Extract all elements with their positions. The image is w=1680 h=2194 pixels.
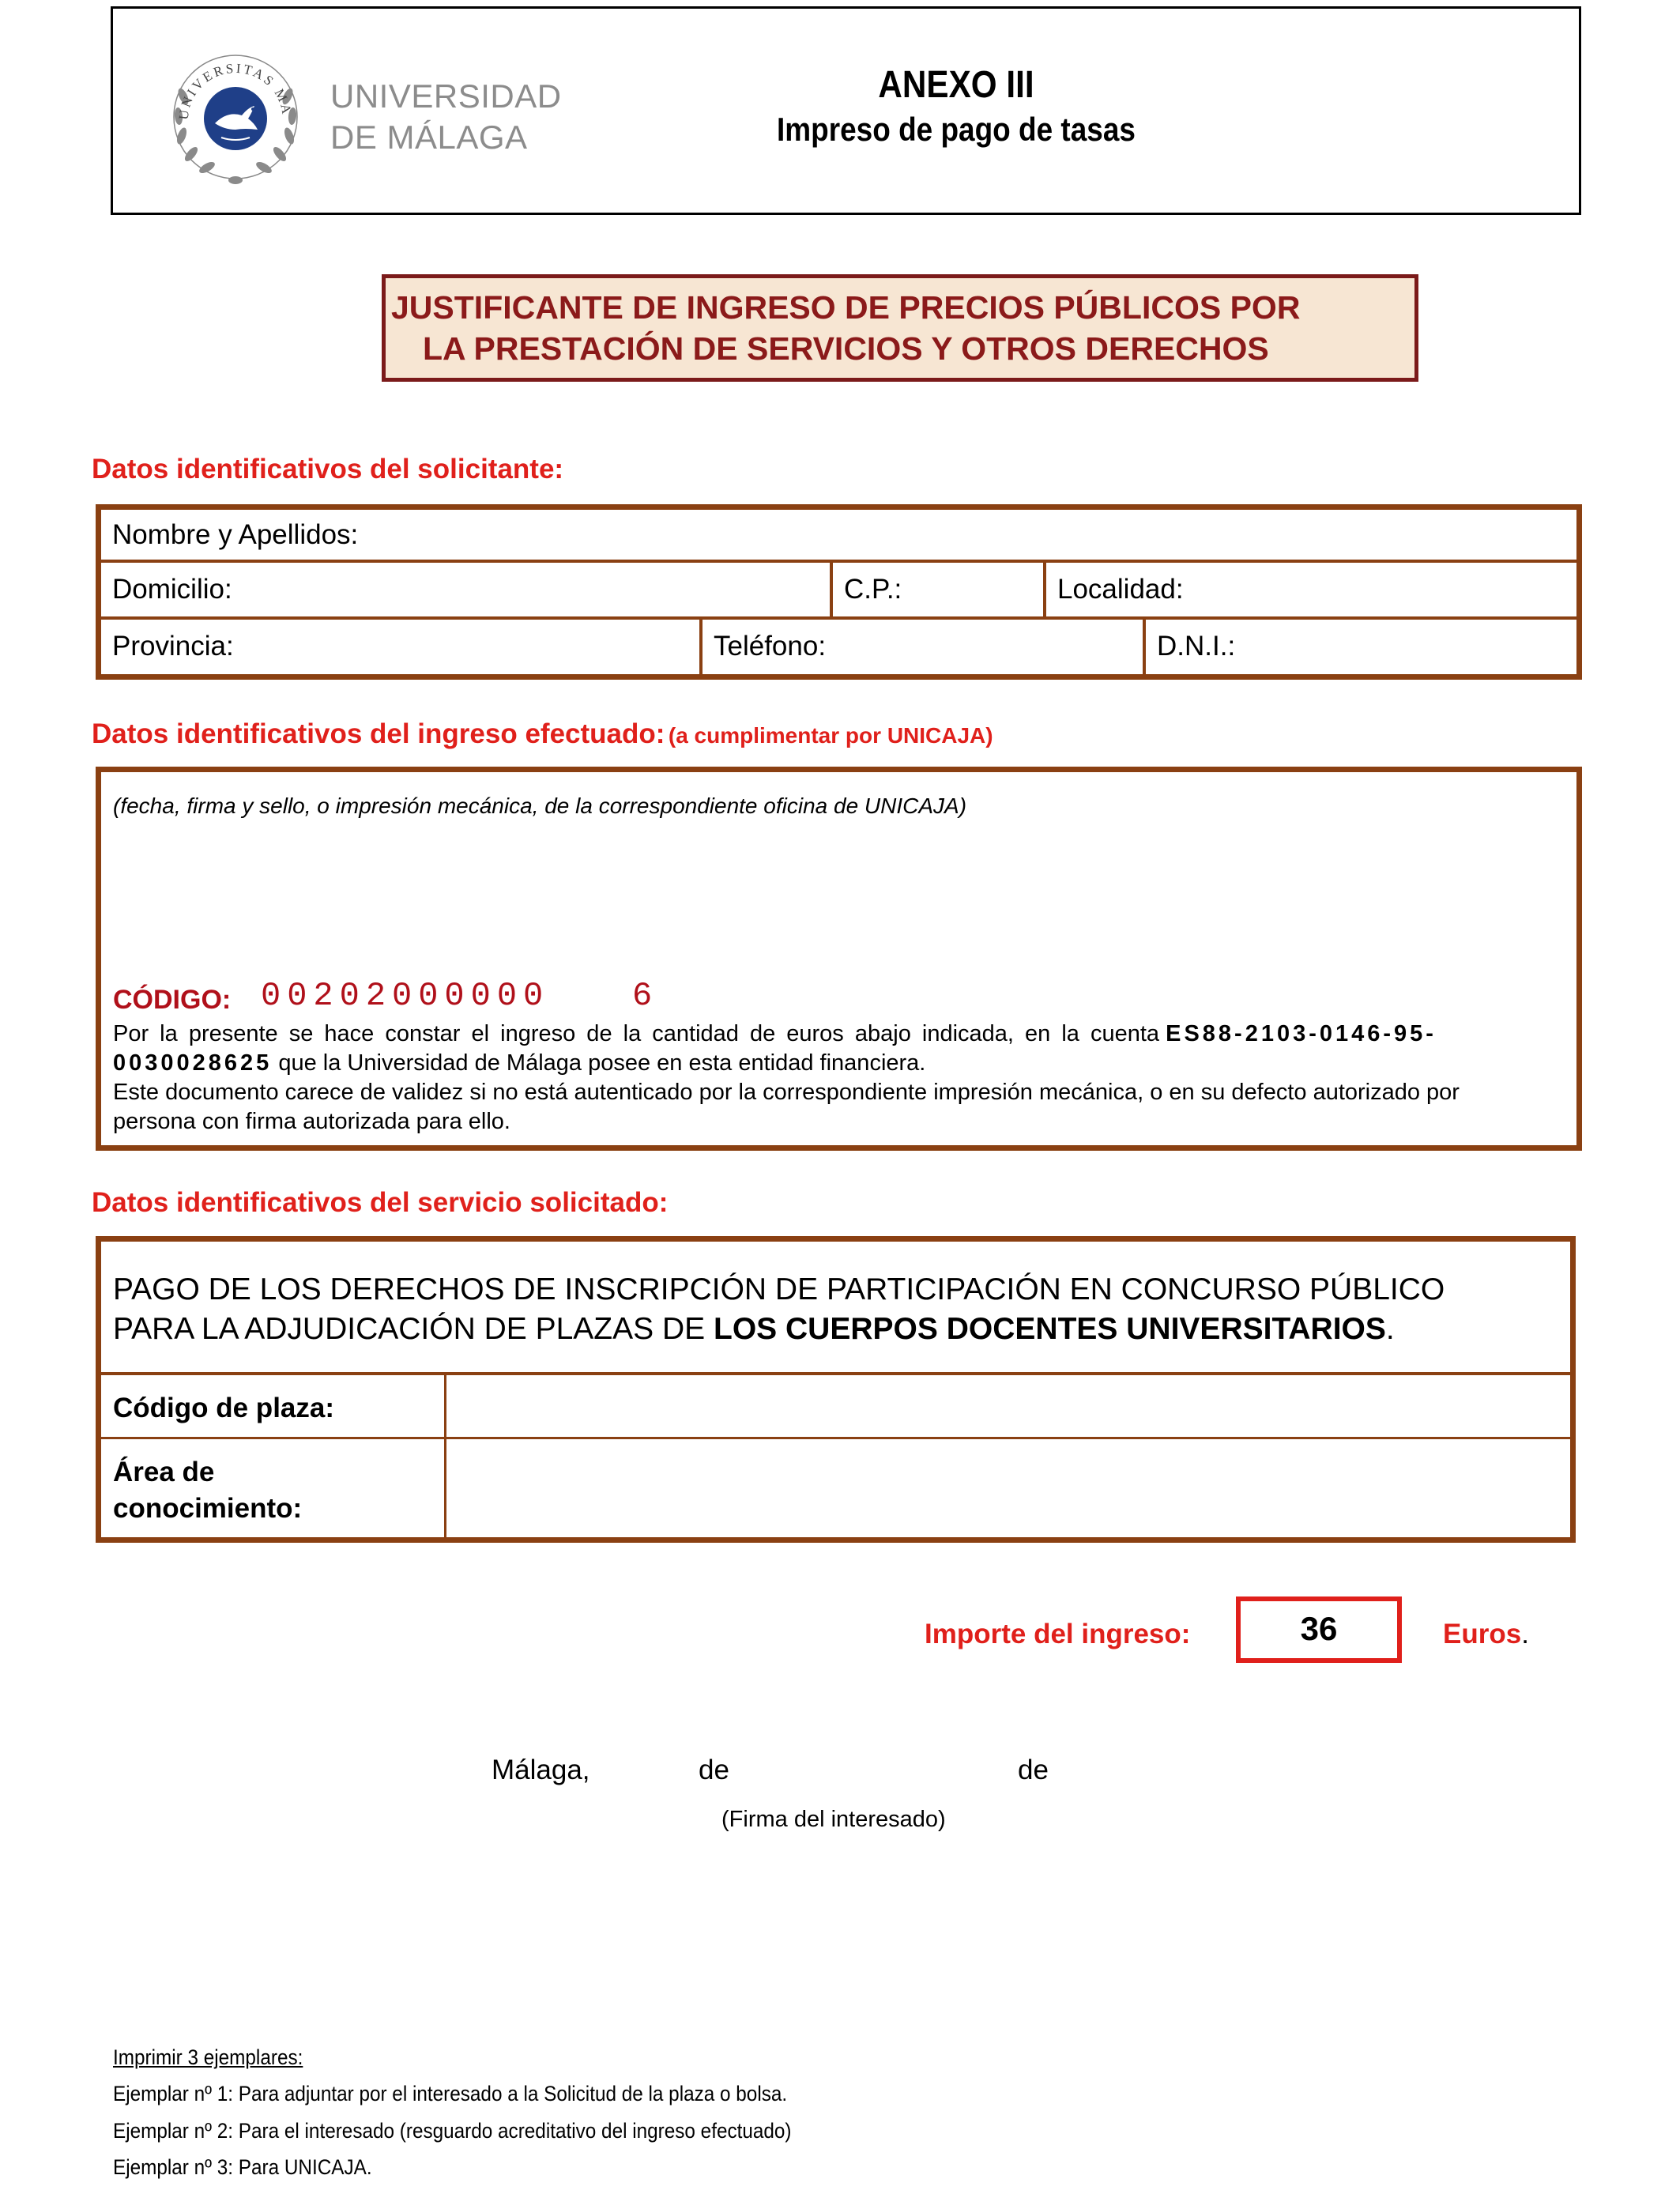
- footer-line-1: Ejemplar nº 1: Para adjuntar por el interesado a la Solicitud de la plaza o bolsa.: [113, 2082, 788, 2105]
- table-row-divider: [101, 560, 1576, 563]
- currency-label: Euros: [1443, 1619, 1522, 1649]
- codigo-plaza-label: Código de plaza:: [113, 1393, 334, 1423]
- annex-title: ANEXO III: [878, 64, 1034, 106]
- service-col-divider: [444, 1375, 446, 1537]
- university-seal-logo: [166, 41, 304, 188]
- bank-account-number-part-2: 0030028625: [113, 1050, 273, 1076]
- payment-paragraph-1-line-2: [113, 1049, 925, 1078]
- cp-label: C.P.:: [844, 574, 902, 605]
- provincia-field[interactable]: [103, 621, 695, 673]
- dni-label: D.N.I.:: [1157, 631, 1236, 662]
- footer-line-3: Ejemplar nº 3: Para UNICAJA.: [113, 2155, 372, 2179]
- area-conocimiento-label: [113, 1454, 302, 1527]
- payment-paragraph-1-line-1: [113, 1020, 1437, 1049]
- service-section-title: Datos identificativos del servicio solicitado:: [92, 1187, 669, 1218]
- telefono-label: Teléfono:: [714, 631, 827, 662]
- service-description-line-1: PAGO DE LOS DERECHOS DE INSCRIPCIÓN DE PARTICIPACIÓN EN CONCURSO PÚBLICO: [113, 1272, 1445, 1306]
- justificante-title-line-1: JUSTIFICANTE DE INGRESO DE PRECIOS PÚBLICOS POR: [391, 289, 1301, 326]
- codigo-value: 00202000000: [261, 977, 550, 1015]
- payment-section-header: [92, 718, 993, 750]
- service-description-end: .: [1385, 1312, 1395, 1346]
- domicilio-label: Domicilio:: [112, 574, 232, 605]
- nombre-label: Nombre y Apellidos:: [112, 519, 359, 550]
- payment-paragraph-text: Por la presente se hace constar el ingreso de la cantidad de euros abajo indicada, en la cuenta: [113, 1021, 1160, 1046]
- payment-paragraph-2-line-1: Este documento carece de validez si no está autenticado por la correspondiente impresión mecánica, o en su defecto autorizado por: [113, 1080, 1460, 1105]
- codigo-check-digit: 6: [632, 977, 653, 1015]
- svg-text:UNIVERSITAS MALACITANA: UNIVERSITAS MA: [175, 60, 296, 121]
- table-col-divider: [699, 620, 703, 675]
- amount-value-box: 36: [1236, 1596, 1402, 1663]
- logotype-line-2: DE MÁLAGA: [330, 119, 528, 156]
- university-name-logotype: [330, 76, 562, 158]
- service-divider: [101, 1372, 1570, 1375]
- codigo-label: CÓDIGO:: [113, 985, 232, 1015]
- localidad-field[interactable]: [1048, 564, 1569, 615]
- justificante-title-line-2: LA PRESTACIÓN DE SERVICIOS Y OTROS DERECHOS: [423, 330, 1269, 367]
- nombre-field[interactable]: [103, 510, 1573, 557]
- area-label-line-2: conocimiento:: [113, 1493, 303, 1524]
- payment-paragraph-2-line-2: persona con firma autorizada para ello.: [113, 1109, 510, 1134]
- payment-section-title: Datos identificativos del ingreso efectuado:: [92, 718, 665, 749]
- dni-field[interactable]: [1147, 621, 1574, 673]
- service-divider: [101, 1437, 1570, 1439]
- signature-de-2: de: [1018, 1755, 1049, 1785]
- footer-line-2: Ejemplar nº 2: Para el interesado (resguardo acreditativo del ingreso efectuado): [113, 2119, 792, 2143]
- cp-field[interactable]: [834, 564, 1040, 615]
- table-col-divider: [830, 563, 833, 616]
- area-conocimiento-input[interactable]: [449, 1441, 1569, 1536]
- bank-account-number-part-1: ES88-2103-0146-95-: [1166, 1021, 1437, 1046]
- signature-city: Málaga,: [492, 1755, 590, 1785]
- annex-subtitle: Impreso de pago de tasas: [777, 111, 1136, 148]
- amount-label: Importe del ingreso:: [925, 1619, 1191, 1649]
- table-col-divider: [1143, 620, 1146, 675]
- telefono-field[interactable]: [704, 621, 1139, 673]
- service-description-line-2: [113, 1312, 1395, 1347]
- signature-caption: (Firma del interesado): [721, 1807, 946, 1832]
- codigo-plaza-input[interactable]: [449, 1377, 1569, 1435]
- provincia-label: Provincia:: [112, 631, 234, 662]
- payment-section-note: (a cumplimentar por UNICAJA): [668, 723, 993, 748]
- service-description-bold: LOS CUERPOS DOCENTES UNIVERSITARIOS: [714, 1312, 1386, 1346]
- payment-paragraph-text: que la Universidad de Málaga posee en esta entidad financiera.: [278, 1050, 926, 1076]
- payment-stamp-note: (fecha, firma y sello, o impresión mecánica, de la correspondiente oficina de UNICAJA): [113, 794, 967, 818]
- service-description-text: PARA LA ADJUDICACIÓN DE PLAZAS DE: [113, 1312, 714, 1346]
- currency-dot: .: [1521, 1619, 1529, 1649]
- table-col-divider: [1043, 563, 1046, 616]
- area-label-line-1: Área de: [113, 1457, 215, 1487]
- applicant-section-title: Datos identificativos del solicitante:: [92, 454, 564, 484]
- localidad-label: Localidad:: [1057, 574, 1184, 605]
- footer-heading: Imprimir 3 ejemplares:: [113, 2045, 303, 2069]
- signature-de-1: de: [699, 1755, 729, 1785]
- amount-currency: [1443, 1619, 1529, 1650]
- domicilio-field[interactable]: [103, 564, 822, 615]
- logotype-line-1: UNIVERSIDAD: [330, 77, 562, 115]
- table-row-divider: [101, 616, 1576, 620]
